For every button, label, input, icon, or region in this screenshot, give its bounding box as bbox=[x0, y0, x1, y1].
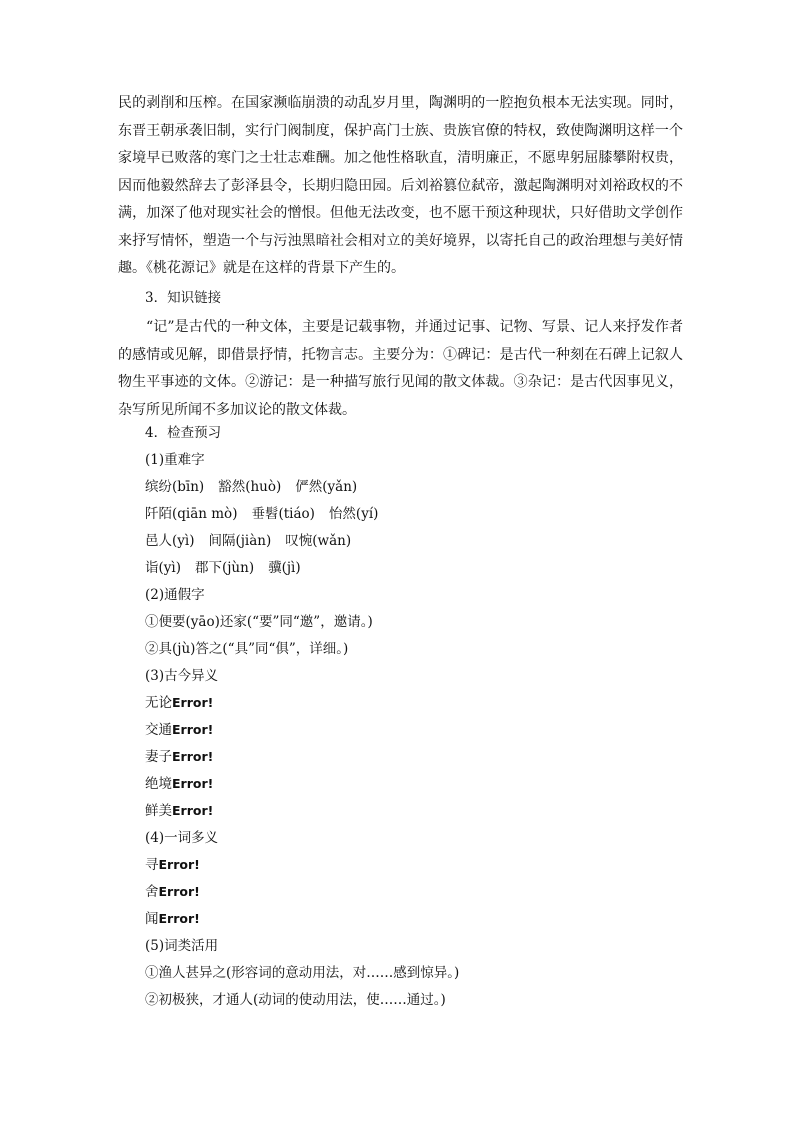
field-error-text: Error! bbox=[158, 911, 200, 926]
sub-heading-huoyong: (5)词类活用 bbox=[145, 938, 219, 954]
vocab-row bbox=[145, 558, 315, 578]
field-error-text: Error! bbox=[172, 695, 214, 710]
yici-word: 闻 bbox=[145, 911, 159, 927]
vocab-item: 骥(jì) bbox=[268, 560, 301, 576]
gujin-item bbox=[145, 747, 213, 767]
field-error-text: Error! bbox=[158, 857, 200, 872]
field-error-text: Error! bbox=[172, 776, 214, 791]
vocab-item: 垂髫(tiáo) bbox=[251, 506, 315, 522]
vocab-row bbox=[145, 531, 365, 551]
gujin-item bbox=[145, 774, 213, 794]
sub-heading-difficult-characters: (1)重难字 bbox=[145, 452, 205, 468]
background-paragraph: 民的剥削和压榨。在国家濒临崩溃的动乱岁月里，陶渊明的一腔抱负根本无法实现。同时，东晋王朝承袭旧制，实行门阀制度，保护高门士族、贵族官僚的特权，致使陶渊明这样一个家境早已败落的寒门之士壮志难酬。加之他性格耿直，清明廉正，不愿卑躬屈膝攀附权贵，因而他毅然辞去了彭泽县令，长期归隐田园。后刘裕篡位弑帝，激起陶渊明对刘裕政权的不满，加深了他对现实社会的憎恨。但他无法改变，也不愿干预这种现状，只好借助文学创作来抒写情怀，塑造一个与污浊黑暗社会相对立的美好境界，以寄托自己的政治理想与美好情趣。《桃花源记》就是在这样的背景下产生的。 bbox=[118, 95, 683, 276]
vocab-row bbox=[145, 504, 392, 524]
yici-item bbox=[145, 882, 200, 902]
gujin-item bbox=[145, 720, 213, 740]
gujin-word: 无论 bbox=[145, 695, 172, 711]
vocab-item: 叹惋(wǎn) bbox=[285, 533, 352, 549]
field-error-text: Error! bbox=[172, 722, 214, 737]
vocab-item: 诣(yì) bbox=[145, 560, 181, 576]
huoyong-item: ①渔人甚异之(形容词的意动用法，对……感到惊异。) bbox=[145, 965, 460, 981]
vocab-item: 俨然(yǎn) bbox=[295, 479, 358, 495]
sub-heading-yici: (4)一词多义 bbox=[145, 830, 219, 846]
vocab-item: 阡陌(qiān mò) bbox=[145, 506, 238, 522]
gujin-word: 绝境 bbox=[145, 776, 172, 792]
section-4-heading: 4．检查预习 bbox=[145, 425, 222, 441]
tongjia-item: ①便要(yāo)还家(“要”同“邀”，邀请。) bbox=[145, 614, 373, 630]
section-3-heading: 3．知识链接 bbox=[145, 290, 222, 306]
yici-item bbox=[145, 855, 200, 875]
vocab-item: 邑人(yì) bbox=[145, 533, 195, 549]
sub-heading-gujin: (3)古今异义 bbox=[145, 668, 219, 684]
knowledge-link-paragraph: “记”是古代的一种文体，主要是记载事物，并通过记事、记物、写景、记人来抒发作者的感情或见解，即借景抒情，托物言志。主要分为：①碑记：是古代一种刻在石碑上记叙人物生平事迹的文体。②游记：是一种描写旅行见闻的散文体裁。③杂记：是古代因事见义，杂写所见所闻不多加议论的散文体裁。 bbox=[118, 319, 683, 418]
gujin-word: 交通 bbox=[145, 722, 172, 738]
vocab-item: 豁然(huò) bbox=[218, 479, 282, 495]
field-error-text: Error! bbox=[158, 884, 200, 899]
vocab-item: 怡然(yí) bbox=[328, 506, 379, 522]
yici-word: 寻 bbox=[145, 857, 159, 873]
yici-item bbox=[145, 909, 200, 929]
gujin-word: 鲜美 bbox=[145, 803, 172, 819]
vocab-item: 郡下(jùn) bbox=[194, 560, 255, 576]
gujin-item bbox=[145, 801, 213, 821]
huoyong-item: ②初极狭，才通人(动词的使动用法，使……通过。) bbox=[145, 992, 446, 1008]
field-error-text: Error! bbox=[172, 749, 214, 764]
gujin-item bbox=[145, 693, 213, 713]
tongjia-item: ②具(jù)答之(“具”同“俱”，详细。) bbox=[145, 641, 349, 657]
yici-word: 舍 bbox=[145, 884, 159, 900]
gujin-word: 妻子 bbox=[145, 749, 172, 765]
vocab-row bbox=[145, 477, 371, 497]
sub-heading-tongjia: (2)通假字 bbox=[145, 587, 205, 603]
vocab-item: 间隔(jiàn) bbox=[208, 533, 272, 549]
field-error-text: Error! bbox=[172, 803, 214, 818]
vocab-item: 缤纷(bīn) bbox=[145, 479, 205, 495]
